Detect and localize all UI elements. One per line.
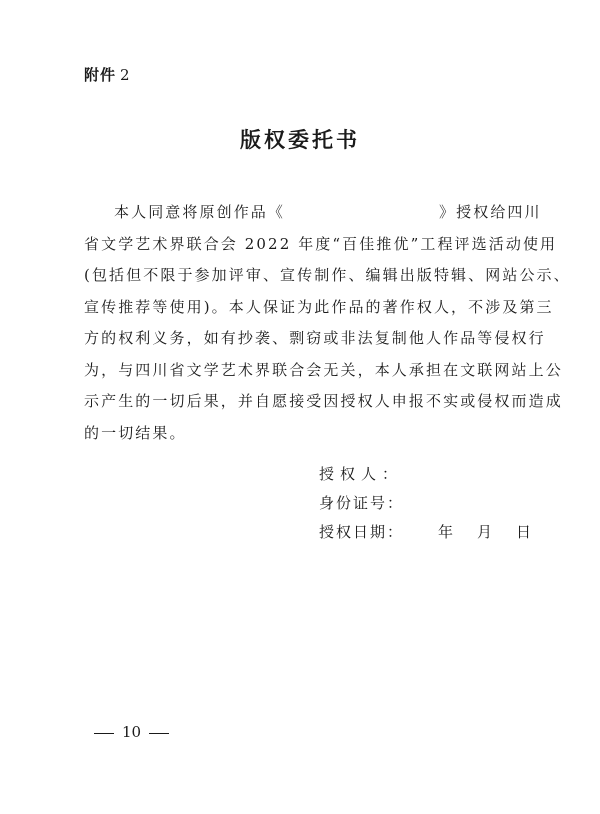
attachment-label: 附件 <box>84 66 117 84</box>
paragraph-line-2: 省文学艺术界联合会 2022 年度“百佳推优”工程评选活动使用 <box>84 234 558 253</box>
authorizer-label: 授权人： <box>319 465 404 483</box>
paragraph-line-6: 为，与四川省文学艺术界联合会无关，本人承担在文联网站上公 <box>84 360 563 379</box>
line1-end: 》授权给四川 <box>439 203 542 221</box>
date-units <box>438 518 531 547</box>
document-title: 版权委托书 <box>240 127 360 152</box>
paragraph-line-7: 示产生的一切后果，并自愿接受因授权人申报不实或侵权而造成 <box>84 392 563 410</box>
paragraph-line-3: (包括但不限于参加评审、宣传制作、编辑出版特辑、网站公示、 <box>84 266 571 284</box>
attachment-number: 2 <box>120 66 131 84</box>
day-unit: 日 <box>516 523 532 541</box>
authorization-paragraph <box>84 197 571 449</box>
authorizer-row <box>319 460 559 489</box>
left-dash <box>94 733 114 734</box>
line1-start: 本人同意将原创作品《 <box>114 203 286 221</box>
month-unit: 月 <box>477 523 493 541</box>
attachment-heading <box>84 64 131 85</box>
paragraph-line-1 <box>84 197 540 229</box>
signature-block <box>319 460 559 547</box>
right-dash <box>149 733 169 734</box>
page-number: 10 <box>122 723 142 741</box>
paragraph-line-5: 方的权利义务，如有抄袭、剽窃或非法复制他人作品等侵权行 <box>84 329 546 347</box>
authorization-date-label: 授权日期： <box>319 523 405 541</box>
authorization-date-row <box>319 518 559 547</box>
paragraph-line-4: 宣传推荐等使用)。本人保证为此作品的著作权人，不涉及第三 <box>84 297 554 316</box>
id-number-label: 身份证号： <box>319 494 405 512</box>
paragraph-line-8: 的一切结果。 <box>84 423 187 442</box>
page-number-footer <box>86 723 177 741</box>
year-unit: 年 <box>438 523 454 541</box>
id-number-row <box>319 489 559 518</box>
